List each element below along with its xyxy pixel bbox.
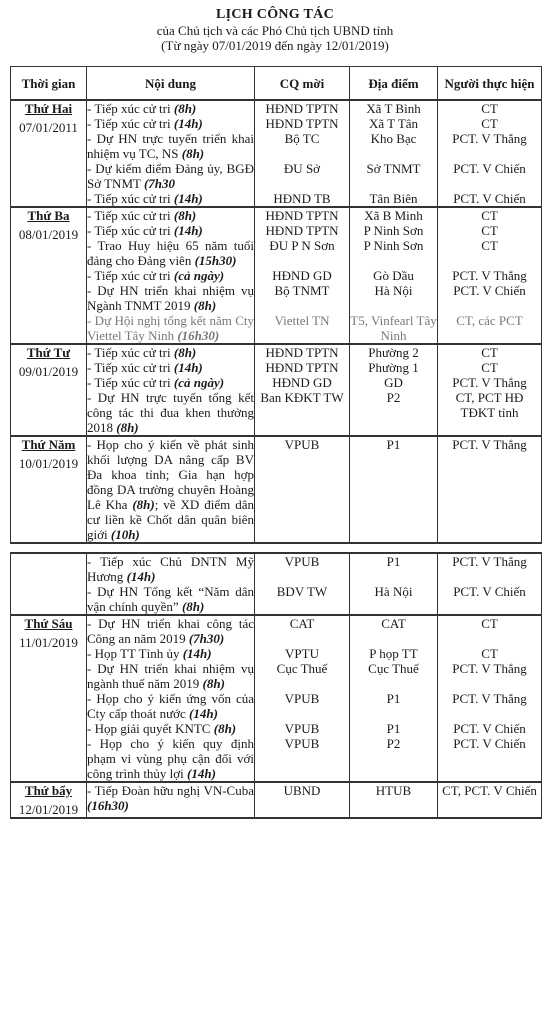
table-row bbox=[11, 553, 542, 584]
person-cell: PCT. V Thắng bbox=[438, 436, 542, 543]
person-cell: CT, PCT HĐ TĐKT tỉnh bbox=[438, 390, 542, 436]
table-row bbox=[11, 238, 542, 268]
content-time: (14h) bbox=[173, 191, 203, 206]
inviter-cell: VPUB bbox=[255, 691, 350, 721]
content-text: - Tiếp xúc cử tri bbox=[87, 345, 174, 360]
person-cell: CT, PCT. V Chiến bbox=[438, 782, 542, 818]
person-cell: CT, các PCT bbox=[438, 313, 542, 344]
content-text: - Tiếp xúc cử tri bbox=[87, 360, 174, 375]
content-cell bbox=[87, 207, 255, 223]
table-row bbox=[11, 283, 542, 313]
inviter-cell: HĐND TPTN bbox=[255, 360, 350, 375]
inviter-cell: Cục Thuế bbox=[255, 661, 350, 691]
content-time: (8h) bbox=[173, 101, 197, 116]
inviter-cell: Ban KĐKT TW bbox=[255, 390, 350, 436]
content-time: (14h) bbox=[173, 360, 203, 375]
content-cell bbox=[87, 584, 255, 615]
content-time: (16h30) bbox=[177, 328, 220, 343]
day-date: 12/01/2019 bbox=[18, 802, 79, 817]
content-cell bbox=[87, 100, 255, 116]
content-cell bbox=[87, 116, 255, 131]
col-header-inviter: CQ mời bbox=[255, 67, 350, 101]
content-text: - Tiếp xúc cử tri bbox=[87, 223, 174, 238]
content-text: - Tiếp xúc cử tri bbox=[87, 116, 174, 131]
gap-cell bbox=[350, 543, 438, 553]
person-cell: CT bbox=[438, 238, 542, 268]
content-time: (14h) bbox=[182, 646, 212, 661]
inviter-cell: VPUB bbox=[255, 721, 350, 736]
person-cell: PCT. V Thắng bbox=[438, 131, 542, 161]
content-cell bbox=[87, 344, 255, 360]
location-cell: T5, Vinfearl Tây Ninh bbox=[350, 313, 437, 343]
content-text: - Dự HN Tổng kết “Năm dân vận chính quyền” bbox=[87, 584, 254, 614]
table-row bbox=[11, 615, 542, 646]
col-header-content: Nội dung bbox=[87, 67, 255, 101]
inviter-cell: Bộ TNMT bbox=[255, 283, 350, 313]
person-cell: CT bbox=[438, 344, 542, 360]
table-row bbox=[11, 100, 542, 116]
content-text: - Tiếp xúc cử tri bbox=[87, 208, 174, 223]
table-row bbox=[11, 721, 542, 736]
content-cell bbox=[87, 661, 255, 691]
content-time: (10h) bbox=[110, 527, 140, 542]
person-cell: PCT. V Thắng bbox=[438, 691, 542, 721]
content-cell bbox=[87, 238, 255, 268]
person-cell: PCT. V Chiến bbox=[438, 191, 542, 207]
document-header bbox=[0, 0, 550, 53]
location-cell: GD bbox=[350, 375, 438, 390]
inviter-cell: ĐU P N Sơn bbox=[255, 238, 350, 268]
day-date: 08/01/2019 bbox=[18, 227, 79, 242]
content-text: - Tiếp xúc Chủ DNTN Mỹ Hương bbox=[87, 554, 254, 584]
location-cell: P1 bbox=[350, 721, 438, 736]
content-cell bbox=[87, 268, 255, 283]
day-date: 07/01/2011 bbox=[19, 120, 78, 135]
col-header-person: Người thực hiện bbox=[438, 67, 542, 101]
day-cell bbox=[11, 615, 87, 782]
inviter-cell: HĐND TPTN bbox=[255, 100, 350, 116]
content-time: (8h) bbox=[202, 676, 225, 691]
inviter-cell: UBND bbox=[255, 782, 350, 818]
table-header-row bbox=[11, 67, 542, 101]
day-cell bbox=[11, 207, 87, 344]
content-text: - Họp cho ý kiến về phát sinh khối lượng DA nâng cấp BV Đa khoa tỉnh; Gia hạn hợp đồng DA trường chuyên Hoàng Lê Kha bbox=[87, 437, 254, 512]
person-cell: PCT. V Thắng bbox=[438, 661, 542, 691]
location-cell: P1 bbox=[350, 436, 438, 543]
inviter-cell: VPUB bbox=[255, 553, 350, 584]
location-cell: Hà Nội bbox=[350, 283, 438, 313]
inviter-cell: VPUB bbox=[255, 436, 350, 543]
person-cell: CT bbox=[438, 207, 542, 223]
content-cell bbox=[87, 161, 255, 191]
content-cell bbox=[87, 736, 255, 782]
location-cell: P1 bbox=[350, 553, 438, 584]
content-text: - Họp cho ý kiến quy định phạm vi vùng phụ cận đối với công trình thủy lợi bbox=[87, 736, 254, 781]
inviter-cell: Bộ TC bbox=[255, 131, 350, 161]
content-time: (14h) bbox=[126, 569, 156, 584]
person-cell: PCT. V Thắng bbox=[438, 375, 542, 390]
location-cell: P họp TT bbox=[350, 646, 438, 661]
content-cell bbox=[87, 131, 255, 161]
day-cell bbox=[11, 782, 87, 818]
location-cell: HTUB bbox=[350, 782, 438, 818]
inviter-cell: HĐND TPTN bbox=[255, 223, 350, 238]
table-row bbox=[11, 313, 542, 344]
content-time: (16h30) bbox=[87, 798, 129, 813]
content-text: - Tiếp Đoàn hữu nghị VN-Cuba bbox=[87, 783, 254, 798]
content-time: (14h) bbox=[173, 116, 203, 131]
person-cell: CT bbox=[438, 116, 542, 131]
day-name: Thứ Sáu bbox=[24, 616, 73, 631]
document-title: LỊCH CÔNG TÁC bbox=[216, 7, 334, 22]
location-cell: Xã T Bình bbox=[350, 100, 438, 116]
content-text: - Dự kiểm điểm Đảng ủy, BGĐ Sở TNMT bbox=[87, 161, 254, 191]
content-cell bbox=[87, 553, 255, 584]
inviter-cell: HĐND GD bbox=[255, 375, 350, 390]
table-row bbox=[11, 116, 542, 131]
location-cell: Xã T Tân bbox=[350, 116, 438, 131]
inviter-cell: HĐND GD bbox=[255, 268, 350, 283]
person-cell: CT bbox=[438, 615, 542, 646]
table-row bbox=[11, 191, 542, 207]
content-text: - Tiếp xúc cử tri bbox=[87, 268, 174, 283]
person-cell: CT bbox=[438, 100, 542, 116]
date-range: (Từ ngày 07/01/2019 đến ngày 12/01/2019) bbox=[161, 38, 389, 53]
content-text: - Tiếp xúc cử tri bbox=[87, 101, 174, 116]
location-cell: Hà Nội bbox=[350, 584, 438, 615]
content-time: (cả ngày) bbox=[173, 375, 225, 390]
location-cell: Gò Dầu bbox=[350, 268, 438, 283]
content-text: - Dự HN triển khai công tác Công an năm 2019 bbox=[87, 616, 254, 646]
person-cell: PCT. V Thắng bbox=[438, 268, 542, 283]
content-time: (8h) bbox=[173, 208, 197, 223]
schedule-table bbox=[10, 66, 542, 819]
day-date: 11/01/2019 bbox=[19, 635, 78, 650]
person-cell: CT bbox=[438, 646, 542, 661]
table-row bbox=[11, 646, 542, 661]
location-cell: Phường 2 bbox=[350, 344, 438, 360]
content-time: (8h) bbox=[193, 298, 217, 313]
location-cell: P Ninh Sơn bbox=[350, 223, 438, 238]
table-row bbox=[11, 782, 542, 818]
content-cell bbox=[87, 782, 255, 818]
person-cell: PCT. V Chiến bbox=[438, 736, 542, 782]
person-cell: CT bbox=[438, 360, 542, 375]
content-cell bbox=[87, 223, 255, 238]
content-text: - Tiếp xúc cử tri bbox=[87, 191, 174, 206]
location-cell: P Ninh Sơn bbox=[350, 238, 438, 268]
inviter-cell: CAT bbox=[255, 615, 350, 646]
content-time: (7h30) bbox=[188, 631, 225, 646]
content-cell bbox=[87, 615, 255, 646]
location-cell: Cục Thuế bbox=[350, 661, 438, 691]
gap-cell bbox=[11, 543, 87, 553]
table-row bbox=[11, 207, 542, 223]
inviter-cell: HĐND TPTN bbox=[255, 116, 350, 131]
table-row bbox=[11, 691, 542, 721]
schedule-body bbox=[11, 100, 542, 818]
location-cell: P2 bbox=[350, 390, 438, 436]
content-time: (8h) bbox=[181, 599, 205, 614]
location-cell: P1 bbox=[350, 691, 438, 721]
inviter-cell: ĐU Sở bbox=[255, 161, 350, 191]
content-cell bbox=[87, 191, 255, 207]
gap-cell bbox=[87, 543, 255, 553]
table-row bbox=[11, 131, 542, 161]
table-row bbox=[11, 344, 542, 360]
content-text: - Họp TT Tỉnh ủy bbox=[87, 646, 183, 661]
day-date: 10/01/2019 bbox=[18, 456, 79, 471]
page-break-gap bbox=[11, 543, 542, 553]
content-cell bbox=[87, 313, 255, 344]
content-cell bbox=[87, 375, 255, 390]
day-date: 09/01/2019 bbox=[18, 364, 79, 379]
content-text: - Trao Huy hiệu 65 năm tuổi đảng cho Đảng viên bbox=[87, 238, 254, 268]
content-time: (15h30) bbox=[194, 253, 237, 268]
table-row bbox=[11, 360, 542, 375]
content-time: (14h) bbox=[189, 706, 218, 721]
content-text: - Dự HN triển khai nhiệm vụ ngành thuế năm 2019 bbox=[87, 661, 254, 691]
day-name: Thứ Tư bbox=[26, 345, 71, 360]
table-row bbox=[11, 268, 542, 283]
content-time: (8h) bbox=[213, 721, 237, 736]
content-text: ; về XD điểm dân cư liền kề Chốt dân quân biên giới bbox=[87, 497, 254, 542]
location-cell: Phường 1 bbox=[350, 360, 438, 375]
gap-cell bbox=[438, 543, 542, 553]
day-name: Thứ Ba bbox=[27, 208, 70, 223]
day-cell bbox=[11, 553, 87, 615]
content-time: (8h) bbox=[181, 146, 205, 161]
content-text: - Họp cho ý kiến ứng vốn của Cty cấp thoát nước bbox=[87, 691, 254, 721]
person-cell: PCT. V Thắng bbox=[438, 553, 542, 584]
day-name: Thứ Hai bbox=[24, 101, 73, 116]
table-row bbox=[11, 736, 542, 782]
table-row bbox=[11, 390, 542, 436]
content-text: - Họp giải quyết KNTC bbox=[87, 721, 214, 736]
content-text: - Dự HN trực tuyến tổng kết công tác thi đua khen thưởng 2018 bbox=[87, 390, 254, 435]
content-cell bbox=[87, 721, 255, 736]
inviter-cell: HĐND TPTN bbox=[255, 344, 350, 360]
location-cell: Kho Bạc bbox=[350, 131, 438, 161]
document-subtitle: của Chủ tịch và các Phó Chủ tịch UBND tỉnh bbox=[156, 23, 394, 38]
table-row bbox=[11, 223, 542, 238]
location-cell: P2 bbox=[350, 736, 438, 782]
content-cell bbox=[87, 646, 255, 661]
content-cell bbox=[87, 436, 255, 543]
day-cell bbox=[11, 100, 87, 207]
content-text: - Tiếp xúc cử tri bbox=[87, 375, 174, 390]
person-cell: CT bbox=[438, 223, 542, 238]
person-cell: PCT. V Chiến bbox=[438, 721, 542, 736]
day-cell bbox=[11, 436, 87, 543]
col-header-time: Thời gian bbox=[11, 67, 87, 101]
content-cell bbox=[87, 691, 255, 721]
content-time: (8h) bbox=[132, 497, 155, 512]
day-name: Thứ bẩy bbox=[24, 783, 73, 798]
inviter-cell: VPUB bbox=[255, 736, 350, 782]
content-time: (cả ngày) bbox=[173, 268, 225, 283]
person-cell: PCT. V Chiến bbox=[438, 161, 542, 191]
day-name: Thứ Năm bbox=[21, 437, 76, 452]
inviter-cell: HĐND TB bbox=[255, 191, 350, 207]
content-text: - Dự HN trực tuyến triển khai nhiệm vụ TC, NS bbox=[87, 131, 254, 161]
col-header-location: Địa điểm bbox=[350, 67, 438, 101]
location-cell: Xã B Minh bbox=[350, 207, 438, 223]
inviter-cell: HĐND TPTN bbox=[255, 207, 350, 223]
table-row bbox=[11, 375, 542, 390]
location-cell: Sở TNMT bbox=[350, 161, 438, 191]
location-cell: Tân Biên bbox=[350, 191, 438, 207]
inviter-cell: VPTU bbox=[255, 646, 350, 661]
table-row bbox=[11, 161, 542, 191]
content-time: (14h) bbox=[173, 223, 203, 238]
content-time: (14h) bbox=[187, 766, 216, 781]
table-row bbox=[11, 436, 542, 543]
content-text: - Dự Hội nghị tổng kết năm Cty Viettel Tây Ninh bbox=[87, 313, 254, 343]
table-row bbox=[11, 584, 542, 615]
person-cell: PCT. V Chiến bbox=[438, 283, 542, 313]
content-time: (8h) bbox=[116, 420, 139, 435]
person-cell: PCT. V Chiến bbox=[438, 584, 542, 615]
content-cell bbox=[87, 283, 255, 313]
content-time: (8h) bbox=[173, 345, 197, 360]
inviter-cell: Viettel TN bbox=[255, 313, 350, 344]
table-row bbox=[11, 661, 542, 691]
location-cell: CAT bbox=[350, 615, 438, 646]
content-cell bbox=[87, 360, 255, 375]
content-cell bbox=[87, 390, 255, 436]
gap-cell bbox=[255, 543, 350, 553]
content-time: (7h30 bbox=[143, 176, 176, 191]
inviter-cell: BDV TW bbox=[255, 584, 350, 615]
day-cell bbox=[11, 344, 87, 436]
content-text: - Dự HN triển khai nhiệm vụ Ngành TNMT 2019 bbox=[87, 283, 254, 313]
